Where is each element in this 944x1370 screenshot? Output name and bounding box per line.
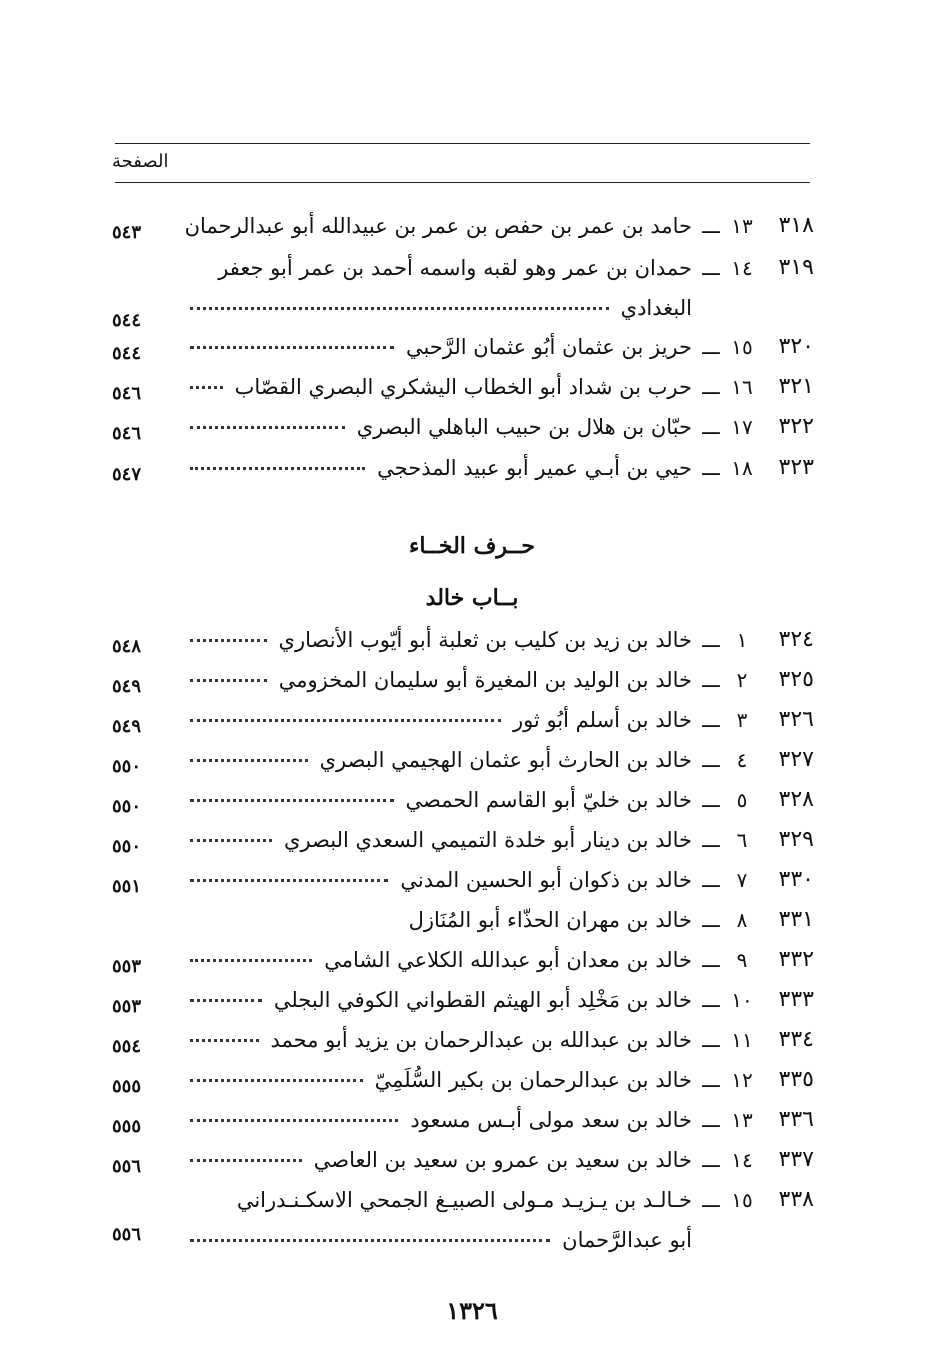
entry-index: ٣ xyxy=(736,708,748,732)
index-entry xyxy=(112,824,814,858)
index-entry xyxy=(112,252,814,286)
entry-name: خـالـد بن يـزيـد مـولى الصبيـغ الجمحي الاسكـنـدراني xyxy=(236,1188,692,1212)
entry-name: حبّان بن هلال بن حبيب الباهلي البصري xyxy=(356,415,692,439)
entry-index: ١ xyxy=(736,628,748,652)
entry-name: خالد بن زيد بن كليب بن ثعلبة أبو أيّوب الأنصاري xyxy=(278,628,692,652)
entry-page: ٥٥٥ xyxy=(112,1116,142,1137)
entry-page: ٥٤٨ xyxy=(112,636,142,657)
entry-dash: ـــ xyxy=(702,1028,720,1052)
entry-number: ٣٣٦ xyxy=(778,1107,814,1132)
leader-dots xyxy=(190,1119,398,1122)
entry-name: حمدان بن عمر وهو لقبه واسمه أحمد بن عمر أبو جعفر xyxy=(218,256,692,280)
entry-name: خالد بن الحارث أبو عثمان الهجيمي البصري xyxy=(319,748,692,772)
entry-number: ٣٣١ xyxy=(778,907,814,932)
entry-name: حامد بن عمر بن حفص بن عمر بن عبيدالله أبو عبدالرحمان xyxy=(184,214,692,238)
page-column-label: الصفحة xyxy=(112,151,169,172)
index-entry xyxy=(112,744,814,778)
entry-page: ٥٥٠ xyxy=(112,756,142,777)
entry-dash: ـــ xyxy=(702,948,720,972)
entry-number: ٣٣٠ xyxy=(778,867,814,892)
entry-page: ٥٤٤ xyxy=(112,343,142,364)
leader-dots xyxy=(190,307,609,310)
entry-page: ٥٥٦ xyxy=(112,1156,142,1177)
header-rule-bottom xyxy=(115,182,810,183)
entry-number: ٣٢١ xyxy=(778,374,814,399)
entry-index: ٥ xyxy=(736,788,748,812)
entry-page: ٥٥٣ xyxy=(112,956,142,977)
entry-number: ٣٢٩ xyxy=(778,827,814,852)
entry-dash: ـــ xyxy=(702,1068,720,1092)
index-entry xyxy=(112,984,814,1018)
entry-number: ٣٢٦ xyxy=(778,707,814,732)
entry-name: خالد بن خليّ أبو القاسم الحمصي xyxy=(405,788,692,812)
index-entry xyxy=(112,1144,814,1178)
leader-dots xyxy=(190,719,501,722)
index-entry xyxy=(112,452,814,486)
leader-dots xyxy=(190,759,308,762)
section-letter-heading: حــرف الخــاء xyxy=(408,533,536,559)
index-entry xyxy=(112,864,814,898)
entry-page: ٥٥١ xyxy=(112,876,142,897)
entry-page: ٥٤٧ xyxy=(112,464,142,485)
entry-number: ٣٣٥ xyxy=(778,1067,814,1092)
entry-index: ١٤ xyxy=(731,256,753,280)
entry-dash: ـــ xyxy=(702,1148,720,1172)
entry-name: خالد بن مهران الحذّاء أبو المُنَازل xyxy=(408,908,692,932)
leader-dots xyxy=(190,1039,259,1042)
index-entry xyxy=(112,1184,814,1218)
index-entry xyxy=(112,1024,814,1058)
entry-page: ٥٥٠ xyxy=(112,796,142,817)
entry-page: ٥٥٦ xyxy=(112,1224,142,1245)
leader-dots xyxy=(190,799,394,802)
entry-page: ٥٥٥ xyxy=(112,1076,142,1097)
leader-dots xyxy=(190,839,272,842)
chapter-heading: بــاب خالد xyxy=(425,585,519,611)
entry-number: ٣٢٣ xyxy=(778,455,814,480)
entry-dash: ـــ xyxy=(702,375,720,399)
entry-page: ٥٥٤ xyxy=(112,1036,142,1057)
leader-dots xyxy=(190,679,267,682)
entry-number: ٣٣٧ xyxy=(778,1147,814,1172)
leader-dots xyxy=(190,1159,302,1162)
entry-name: خالد بن أسلم أبُو ثور xyxy=(512,708,692,732)
index-entry xyxy=(112,944,814,978)
entry-index: ١٨ xyxy=(731,456,753,480)
leader-dots xyxy=(190,959,312,962)
entry-page: ٥٥٠ xyxy=(112,836,142,857)
leader-dots xyxy=(190,1239,550,1242)
entry-dash: ـــ xyxy=(702,988,720,1012)
entry-number: ٣٢٢ xyxy=(778,414,814,439)
entry-dash: ـــ xyxy=(702,628,720,652)
entry-dash: ـــ xyxy=(702,828,720,852)
entry-name: خالد بن دينار أبو خلدة التميمي السعدي البصري xyxy=(284,828,692,852)
leader-dots xyxy=(190,639,267,642)
entry-number: ٣٣٨ xyxy=(778,1187,814,1212)
entry-dash: ـــ xyxy=(702,214,720,238)
entry-dash: ـــ xyxy=(702,335,720,359)
entry-page: ٥٤٦ xyxy=(112,423,142,444)
index-entry xyxy=(112,624,814,658)
entry-index: ٢ xyxy=(736,668,748,692)
entry-index: ١١ xyxy=(731,1028,753,1052)
entry-number: ٣٢٤ xyxy=(778,627,814,652)
leader-dots xyxy=(190,879,388,882)
entry-index: ٤ xyxy=(736,748,748,772)
entry-page: ٥٤٦ xyxy=(112,383,142,404)
page-folio-number: ١٣٢٦ xyxy=(446,1296,498,1325)
entry-dash: ـــ xyxy=(702,708,720,732)
index-entry-continuation xyxy=(112,1224,814,1258)
entry-name: خالد بن سعد مولى أبـس مسعود xyxy=(410,1108,692,1132)
entry-index: ٧ xyxy=(736,868,748,892)
index-entry xyxy=(112,371,814,405)
leader-dots xyxy=(190,346,394,349)
entry-index: ٨ xyxy=(736,908,748,932)
entry-number: ٣٢٨ xyxy=(778,787,814,812)
leader-dots xyxy=(190,467,365,470)
entry-number: ٣٢٧ xyxy=(778,747,814,772)
index-entry xyxy=(112,784,814,818)
index-entry xyxy=(112,1064,814,1098)
entry-dash: ـــ xyxy=(702,868,720,892)
leader-dots xyxy=(190,386,223,389)
entry-name: حرب بن شداد أبو الخطاب اليشكري البصري القصّاب xyxy=(234,375,692,399)
entry-dash: ـــ xyxy=(702,1108,720,1132)
entry-name: خالد بن الوليد بن المغيرة أبو سليمان المخزومي xyxy=(278,668,692,692)
entry-index: ١٣ xyxy=(731,214,753,238)
entry-dash: ـــ xyxy=(702,788,720,812)
entry-number: ٣٢٠ xyxy=(778,334,814,359)
entry-dash: ـــ xyxy=(702,415,720,439)
entry-index: ١٧ xyxy=(731,415,753,439)
entry-dash: ـــ xyxy=(702,1188,720,1212)
entry-name: خالد بن مَخْلِد أبو الهيثم القطواني الكوفي البجلي xyxy=(273,988,692,1012)
entry-number: ٣١٨ xyxy=(778,213,814,238)
index-entry xyxy=(112,704,814,738)
entry-page: ٥٤٩ xyxy=(112,676,142,697)
index-entry xyxy=(112,1104,814,1138)
entry-index: ٦ xyxy=(736,828,748,852)
entry-number: ٣٣٤ xyxy=(778,1027,814,1052)
entry-index: ١٥ xyxy=(731,1188,753,1212)
entry-index: ١٢ xyxy=(731,1068,753,1092)
index-entry xyxy=(112,904,814,938)
entry-name: خالد بن عبدالرحمان بن بكير السُّلَمِيّ xyxy=(374,1068,692,1092)
entry-page: ٥٤٩ xyxy=(112,716,142,737)
entry-dash: ـــ xyxy=(702,456,720,480)
entry-index: ١٤ xyxy=(731,1148,753,1172)
entry-name: خالد بن ذكوان أبو الحسين المدني xyxy=(400,868,692,892)
leader-dots xyxy=(190,1079,363,1082)
index-entry xyxy=(112,664,814,698)
entry-page: ٥٥٣ xyxy=(112,996,142,1017)
entry-number: ٣٣٣ xyxy=(778,987,814,1012)
entry-dash: ـــ xyxy=(702,256,720,280)
entry-name: خالد بن معدان أبو عبدالله الكلاعي الشامي xyxy=(324,948,692,972)
entry-index: ١٥ xyxy=(731,335,753,359)
entry-name: حيي بن أبـي عمير أبو عبيد المذحجي xyxy=(377,456,692,480)
entry-page: ٥٤٣ xyxy=(112,222,142,243)
index-entry xyxy=(112,411,814,445)
entry-index: ١٠ xyxy=(731,988,753,1012)
index-entry xyxy=(112,210,814,244)
entry-dash: ـــ xyxy=(702,908,720,932)
entry-index: ٩ xyxy=(736,948,748,972)
entry-name: حريز بن عثمان أبُو عثمان الرَّحبي xyxy=(405,335,692,359)
entry-name: خالد بن سعيد بن عمرو بن سعيد بن العاصي xyxy=(313,1148,692,1172)
entry-number: ٣١٩ xyxy=(778,255,814,280)
entry-dash: ـــ xyxy=(702,748,720,772)
entry-index: ١٣ xyxy=(731,1108,753,1132)
entry-number: ٣٢٥ xyxy=(778,667,814,692)
entry-name-continued: البغدادي xyxy=(620,296,692,320)
leader-dots xyxy=(190,999,262,1002)
index-entry xyxy=(112,331,814,365)
entry-name: خالد بن عبدالله بن عبدالرحمان بن يزيد أبو محمد xyxy=(270,1028,692,1052)
entry-number: ٣٣٢ xyxy=(778,947,814,972)
entry-name-continued: أبو عبدالرَّحمان xyxy=(562,1228,692,1252)
entry-page: ٥٤٤ xyxy=(112,310,142,331)
index-entry-continuation xyxy=(112,292,814,331)
header-rule-top xyxy=(115,143,810,144)
entry-dash: ـــ xyxy=(702,668,720,692)
leader-dots xyxy=(190,426,345,429)
entry-index: ١٦ xyxy=(731,375,753,399)
